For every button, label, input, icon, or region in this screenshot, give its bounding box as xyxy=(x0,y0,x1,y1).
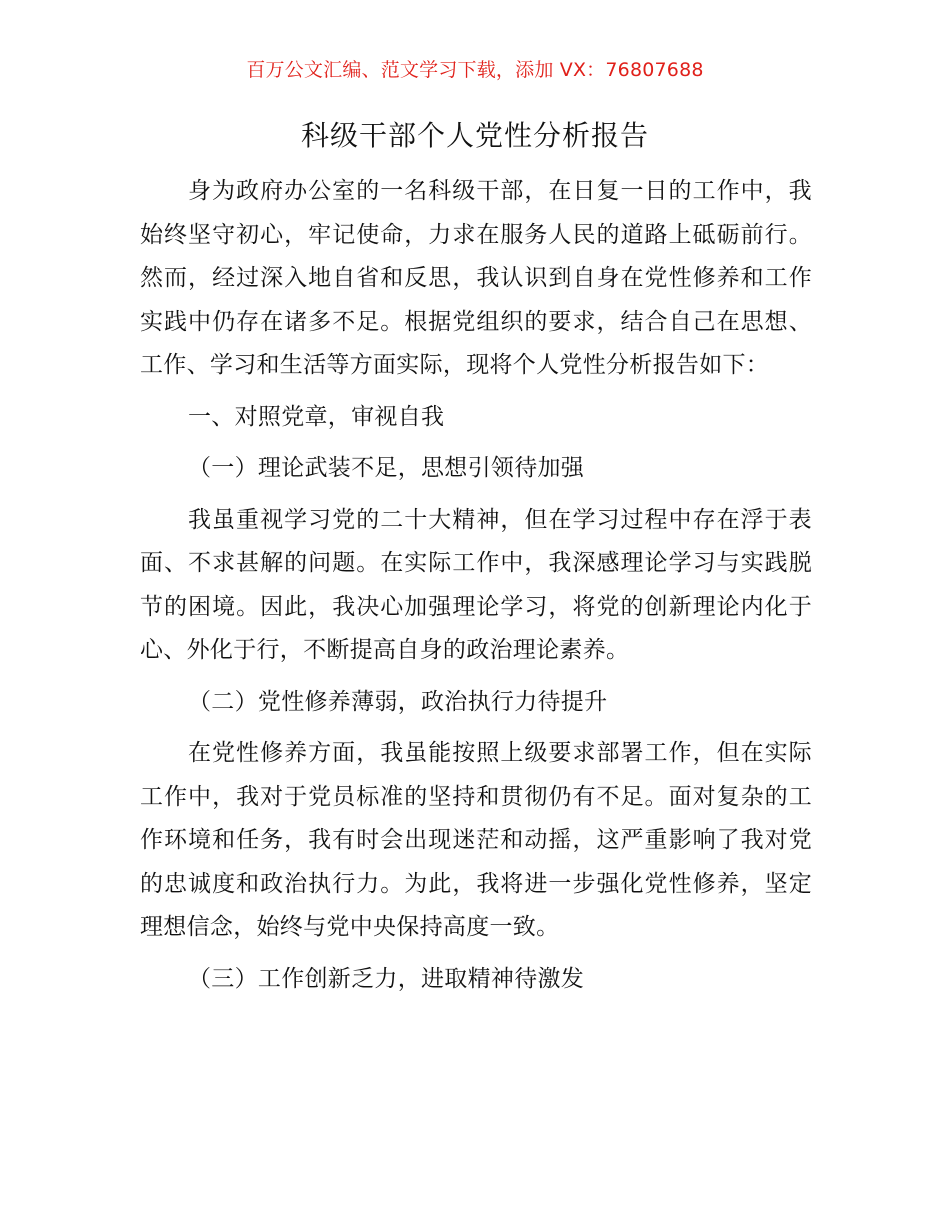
document-title: 科级干部个人党性分析报告 xyxy=(300,119,649,152)
intro-paragraph: 身为政府办公室的一名科级干部，在日复一日的工作中，我始终坚守初心，牢记使命，力求在服务人民的道路上砥砺前行。然而，经过深入地自省和反思，我认识到自身在党性修养和工作实践中仍存在诸多不足。根据党组织的要求，结合自己在思想、工作、学习和生活等方面实际，现将个人党性分析报告如下： xyxy=(140,178,812,378)
section-heading-1: 一、对照党章，审视自我 xyxy=(188,403,445,430)
subsection-heading-1: （一）理论武装不足，思想引领待加强 xyxy=(188,455,585,481)
subsection-heading-3: （三）工作创新乏力，进取精神待激发 xyxy=(188,965,585,992)
subsection-body-2: 在党性修养方面，我虽能按照上级要求部署工作，但在实际工作中，我对于党员标准的坚持和贯彻仍有不足。面对复杂的工作环境和任务，我有时会出现迷茫和动摇，这严重影响了我对党的忠诚度和政治执行力。为此，我将进一步强化党性修养，坚定理想信念，始终与党中央保持高度一致。 xyxy=(140,740,812,940)
watermark-header: 百万公文汇编、范文学习下载，添加 VX：76807688 xyxy=(246,59,704,81)
subsection-heading-2: （二）党性修养薄弱，政治执行力待提升 xyxy=(188,688,608,715)
subsection-body-1: 我虽重视学习党的二十大精神，但在学习过程中存在浮于表面、不求甚解的问题。在实际工作中，我深感理论学习与实践脱节的困境。因此，我决心加强理论学习，将党的创新理论内化于心、外化于行，不断提高自身的政治理论素养。 xyxy=(140,506,812,663)
document-body xyxy=(140,170,812,1001)
